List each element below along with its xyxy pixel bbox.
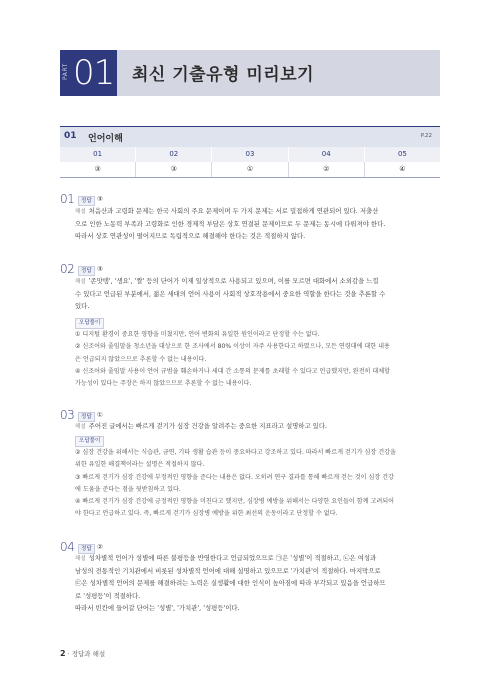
list-item: ② 심장 건강을 위해서는 식습관, 금연, 기타 생활 습관 등이 중요하다고 강조하고 있다. 따라서 빠르게 걷기가 심장 건강을	[75, 449, 396, 456]
answer-badge: 정답	[78, 196, 95, 206]
part-banner	[60, 50, 440, 96]
text-line: 따라서 상호 연관성이 떨어지므로 독립적으로 해결해야 한다는 것은 적절하지 않다.	[75, 232, 306, 241]
table-cell: 02	[136, 147, 212, 162]
answer-badge: 정답	[78, 412, 95, 422]
list-item: ③ 빠르게 걷기가 심장 건강에 부정적인 영향을 준다는 내용은 없다. 오히려 연구 결과를 통해 빠르게 걷는 것이 심장 건강	[75, 473, 394, 481]
table-cell: 03	[212, 147, 288, 162]
text-line: 성차별적 언어가 성별에 따른 불평등을 반영한다고 언급되었으므로 ㉠은 '성별'이 적절하고, ㉡은 여성과	[88, 554, 377, 562]
part-number: 01	[73, 53, 115, 93]
list-item: 위한 유일한 해결책이라는 설명은 적절하지 않다.	[75, 461, 205, 469]
table-cell: 01	[60, 147, 136, 162]
table-cell: ④	[399, 165, 406, 173]
page-footer	[60, 649, 105, 658]
section-title: 언어이해	[88, 134, 123, 144]
table-cell: 04	[289, 147, 365, 162]
explanation-head: 해설	[75, 424, 86, 430]
part-label: PART	[62, 63, 69, 80]
list-item: 가능성이 있다는 주장은 하지 않았으므로 추론할 수 없는 내용이다.	[75, 380, 252, 388]
text-line: '존맛탱', '생요', '짤' 등의 단어가 이제 일상적으로 사용되고 있으며, 이를 모르면 대화에서 소외감을 느낄	[88, 277, 379, 285]
answer-badge: 정답	[78, 266, 95, 276]
explanation	[75, 552, 435, 614]
answer-value: ①	[97, 411, 103, 419]
answer-value: ③	[97, 195, 103, 203]
section-header	[60, 126, 440, 147]
question-number: 01	[60, 192, 75, 206]
footer-label: · 정답과 해설	[67, 650, 106, 658]
answer-table-question-row	[60, 147, 440, 162]
wrong-answer-label: 오답풀이	[75, 318, 104, 329]
answer-badge: 정답	[78, 544, 95, 554]
table-cell: ③	[60, 162, 136, 177]
question-number: 04	[60, 540, 75, 554]
explanation	[75, 275, 435, 313]
table-cell: ①	[212, 162, 288, 177]
wrong-answer-label: 오답풀이	[75, 436, 104, 447]
text-line: 남성의 전통적인 기치관에서 비롯된 성차별적 언어에 대해 설명하고 있으므로 '가치관'이 적절하다. 마지막으로	[75, 567, 381, 576]
list-item: ④ 빠르게 걷기가 심장 건강에 긍정적인 영향을 미친다고 했지만, 심장병 예방을 위해서는 다양한 요인들이 함께 고려되어	[75, 498, 395, 506]
section-page-ref: P.22	[420, 133, 432, 139]
answer-value: ②	[97, 543, 103, 551]
text-line: 수 있다고 언급된 부분에서, 젊은 세대의 언어 사용이 사회적 상호작용에서 중요한 역할을 한다는 것을 추론할 수	[75, 290, 386, 299]
wrong-answer-list	[75, 447, 437, 521]
explanation-head: 해설	[75, 279, 86, 285]
list-item: ② 신조어와 줄임말을 청소년을 대상으로 한 조사에서 80% 이상이 자주 사용한다고 하였으나, 모든 연령대에 대한 내용	[75, 343, 390, 351]
text-line: 따라서 빈칸에 들어갈 단어는 '성별', '가치관', '성평등'이다.	[75, 603, 240, 612]
explanation-head: 해설	[75, 209, 86, 215]
explanation-head: 해설	[75, 556, 86, 562]
text-line: ㉢은 성차별적 언어의 문제를 해결하려는 노력은 실생활에 대한 인식이 높아짐에 따라 부각되고 있음을 언급하므	[75, 579, 386, 588]
text-line: 처음산과 고령화 문제는 한국 사회의 주요 문제이며 두 가지 문제는 서로 밀접하게 연관되어 있다. 저출산	[88, 207, 379, 215]
explanation	[75, 205, 435, 243]
question-number: 02	[60, 262, 75, 276]
table-cell: ③	[136, 162, 212, 177]
part-badge	[60, 50, 117, 96]
list-item: 야 한다고 언급하고 있다. 즉, 빠르게 걷기가 심장병 예방을 위한 최선의 운동이라고 단정할 수 없다.	[75, 510, 338, 518]
list-item: ① 디지털 환경이 중요한 영향을 미쳤지만, 언어 변화의 유일한 원인이라고 단정할 수는 없다.	[75, 331, 320, 338]
table-cell: ②	[289, 162, 365, 177]
section-number: 01	[64, 131, 77, 141]
list-item: 은 언급되지 않았으므로 추론할 수 없는 내용이다.	[75, 355, 207, 363]
text-line: 로 '성평등'이 적절하다.	[75, 591, 141, 600]
list-item: ④ 신조어와 줄임말 사용이 언어 규범을 훼손하거나 세대 간 소통의 문제를 초래할 수 있다고 언급했지만, 완전히 대체할	[75, 367, 391, 375]
page-number: 2	[60, 649, 66, 658]
wrong-answer-list	[75, 329, 437, 390]
answer-value: ③	[97, 265, 103, 273]
answer-table-answer-row	[60, 162, 440, 178]
question-number: 03	[60, 408, 75, 422]
table-cell: 05	[397, 150, 407, 158]
list-item: 에 도움을 준다는 점을 뒷받침하고 있다.	[75, 485, 181, 493]
text-line: 주어진 글에서는 빠르게 걷기가 심장 건강을 알려주는 중요한 지표라고 설명하고 있다.	[88, 422, 328, 430]
explanation	[75, 420, 435, 433]
page-title: 최신 기출유형 미리보기	[132, 65, 315, 85]
text-line: 으로 인한 노동력 부족과 고령화로 인한 경제적 부담은 상호 연결된 문제이므로 두 문제는 동시에 다뤄져야 한다.	[75, 220, 386, 229]
text-line: 있다.	[75, 302, 90, 311]
